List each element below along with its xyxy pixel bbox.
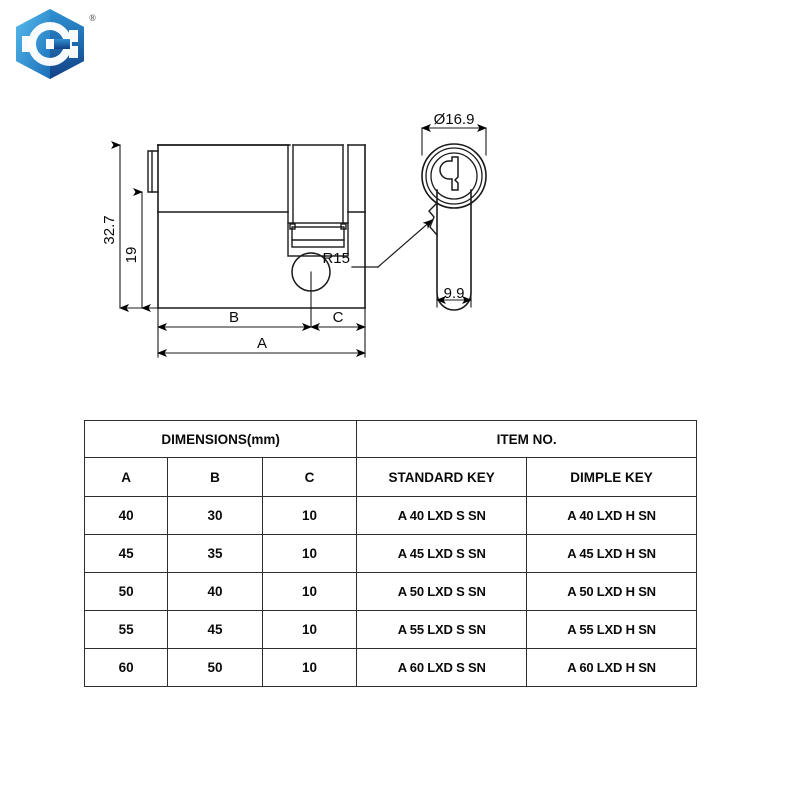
dim-label-radius: R15 [322, 250, 350, 267]
cell-b: 45 [168, 611, 262, 649]
table-row [85, 573, 697, 611]
cell-c: 10 [262, 611, 357, 649]
table-column-header-row [85, 458, 697, 497]
dim-label-c: C [332, 309, 344, 326]
cell-b: 40 [168, 573, 262, 611]
cell-standard-key: A 45 LXD S SN [357, 535, 527, 573]
cell-standard-key: A 40 LXD S SN [357, 497, 527, 535]
column-header-c: C [262, 458, 357, 497]
column-header-b: B [168, 458, 262, 497]
table-row [85, 535, 697, 573]
cell-a: 60 [85, 649, 168, 687]
cell-c: 10 [262, 573, 357, 611]
cell-c: 10 [262, 535, 357, 573]
cell-standard-key: A 60 LXD S SN [357, 649, 527, 687]
column-header-a: A [85, 458, 168, 497]
cell-a: 50 [85, 573, 168, 611]
cell-standard-key: A 55 LXD S SN [357, 611, 527, 649]
dim-label-a: A [256, 335, 268, 352]
cell-dimple-key: A 55 LXD H SN [527, 611, 697, 649]
column-header-standard-key: STANDARD KEY [357, 458, 527, 497]
cell-standard-key: A 50 LXD S SN [357, 573, 527, 611]
cell-dimple-key: A 40 LXD H SN [527, 497, 697, 535]
cell-c: 10 [262, 497, 357, 535]
registered-trademark-mark: ® [89, 13, 96, 23]
cell-b: 50 [168, 649, 262, 687]
dim-label-width: 9.9 [443, 285, 465, 302]
dim-label-diameter: Ø16.9 [433, 111, 475, 128]
cell-dimple-key: A 45 LXD H SN [527, 535, 697, 573]
dim-label-height-body: 19 [123, 246, 140, 264]
group-header-dimensions: DIMENSIONS(mm) [85, 421, 357, 458]
cell-b: 30 [168, 497, 262, 535]
cell-a: 55 [85, 611, 168, 649]
cell-a: 40 [85, 497, 168, 535]
hexagon-logo-icon [6, 6, 98, 82]
table-row [85, 611, 697, 649]
cell-dimple-key: A 60 LXD H SN [527, 649, 697, 687]
dim-label-height-total: 32.7 [101, 215, 118, 245]
dim-label-b: B [228, 309, 240, 326]
table-group-header-row [85, 421, 697, 458]
brand-logo [6, 6, 98, 82]
cell-dimple-key: A 50 LXD H SN [527, 573, 697, 611]
cell-c: 10 [262, 649, 357, 687]
table-row [85, 497, 697, 535]
group-header-item-no: ITEM NO. [357, 421, 697, 458]
table-row [85, 649, 697, 687]
cell-a: 45 [85, 535, 168, 573]
column-header-dimple-key: DIMPLE KEY [527, 458, 697, 497]
specification-table [84, 420, 697, 687]
cell-b: 35 [168, 535, 262, 573]
